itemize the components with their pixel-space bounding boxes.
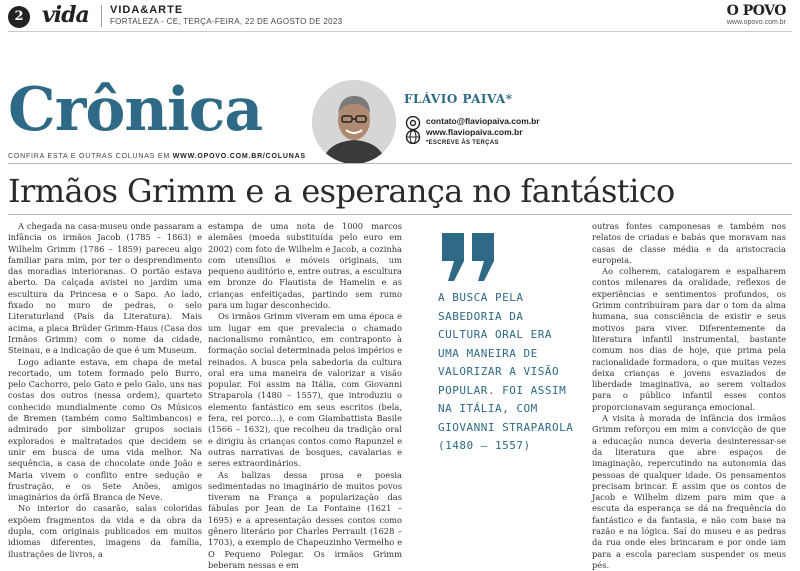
paragraph: No interior do casarão, salas coloridas expõem fragmentos da vida e da obra da dupla, com originais publicados em muitos idiomas diferentes, imagens da família, ilustrações de livros, a	[8, 503, 202, 559]
paragraph: A chegada na casa-museu onde passaram a infância os irmãos Jacob (1785 – 1863) e Wilhelm Grimm (1786 – 1859) pareceu algo familiar para mim, por ter o desprendimento das moradias interioranas. O portão estava aberto. Da calçada avistei no jardim uma escultura da Princesa e o Sapo. Ao lado, fixado no muro de pedras, o selo Literaturland (País da Literatura). Mais acima, a placa Brüder Grimm-Haus (Casa dos Irmãos Grimm) com o nome da cidade, Steinau, e a indicação de que é um Museum.	[8, 221, 202, 356]
columns-promo-link[interactable]: WWW.OPOVO.COM.BR/COLUNAS	[172, 153, 306, 160]
author-contact	[426, 116, 540, 149]
header-rule	[8, 31, 792, 32]
column-schedule-note: *ESCREVE ÀS TERÇAS	[426, 140, 499, 146]
paragraph: Logo adiante estava, em chapa de metal recortado, um totem formado pelo Burro, pelo Cachorro, pelo Gato e pelo Galo, uns nas costas dos outros (nessa ordem), quarteto conhecido mundialmente como Os Músicos de Bremen (também como Saltimbancos) e admirado por simbolizar grupos sociais explorados e maltratados que decidem se unir em busca de uma vida melhor. Na sequência, a casa de chocolate onde João e Maria vivem o conflito entre sedução e frustração, e os Sete Anões, amigos imaginários da órfã Branca de Neve.	[8, 356, 202, 503]
newspaper-logo: O POVO	[726, 3, 786, 19]
pull-quote: A BUSCA PELA SABEDORIA DA CULTURA ORAL ERA UMA MANEIRA DE VALORIZAR A VISÃO POPULAR. FOI ASSIM NA ITÁLIA, COM GIOVANNI STRAPAROLA (1480 – 1557)	[438, 291, 574, 452]
article-headline: Irmãos Grimm e a esperança no fantástico	[8, 172, 675, 210]
headline-rule	[8, 214, 792, 215]
quote-marks-icon	[440, 231, 500, 283]
paragraph: Ao colherem, catalogarem e espalharem contos milenares da oralidade, reflexos de experiências e sentimentos profundos, os Grimm contribuíram para dar o tom da alma humana, sua consciência de existir e seus motivos para viver. Diferentemente da literatura infantil instrumental, bastante comum nos dias de hoje, que prima pela racionalidade formadora, o que muitas vezes deixa crianças e jovens esvaziados de liberdade imaginativa, ao serem voltados para o público infantil esses contos proporcionavam segurança emocional.	[592, 266, 786, 412]
newspaper-site: www.opovo.com.br	[726, 19, 786, 26]
section-name: VIDA&ARTE	[110, 4, 184, 16]
paragraph: As balizas dessa prosa e poesia sedimentadas no imaginário de muitos povos tiveram na França a popularização das fábulas por Jean de La Fontaine (1621 – 1695) e a apresentação desses contos como gênero literário por Charles Perrault (1628 – 1703), a exemplo de Chapeuzinho Vermelho e O Pequeno Polegar. Os irmãos Grimm beberam nessas e em	[208, 469, 402, 570]
column-title: Crônica	[8, 75, 263, 145]
author-name: FLÁVIO PAIVA*	[404, 92, 513, 106]
paragraph: estampa de uma nota de 1000 marcos alemães (moeda substituída pelo euro em 2002) com foto de Wilhelm e Jacob, a cozinha com utensílios e móveis originais, um pequeno auditório e, entre outras, a escultura em bronze do Flautista de Hamelin e as crianças enfeitiçadas, partindo sem rumo para um lugar desconhecido.	[208, 221, 402, 311]
author-email[interactable]: contato@flaviopaiva.com.br	[426, 116, 540, 126]
contact-icons	[404, 116, 422, 144]
author-portrait-icon	[312, 80, 396, 164]
article-column-1	[8, 221, 202, 560]
banner-rule	[8, 163, 792, 164]
paragraph: A visita à morada de infância dos irmãos Grimm reforçou em mim a convicção de que a educação nunca deveria desinteressar-se da literatura que abre espaços de imaginação, repercutindo na autonomia das pessoas de qualquer idade. Os pensamentos precisam brincar. É assim que os contos de Jacob e Wilhelm dizem para mim que a escuta da esperança se dá na frequência do fantástico e da fantasia, e não com base na razão e na lógica. Saí do museu e as pedras da rua onde eles brincaram e por onde iam para a escola pareciam suspender os meus pés.	[592, 413, 786, 570]
columns-promo	[8, 153, 306, 160]
globe-icon	[407, 131, 420, 144]
dateline: FORTALEZA - CE, TERÇA-FEIRA, 22 DE AGOSTO DE 2023	[110, 17, 343, 26]
at-sign-icon	[407, 117, 420, 130]
author-website[interactable]: www.flaviopaiva.com.br	[426, 127, 523, 137]
author-photo	[312, 80, 396, 164]
article-column-2	[208, 221, 402, 571]
columns-promo-text: CONFIRA ESTA E OUTRAS COLUNAS EM	[8, 153, 170, 160]
article-column-4	[592, 221, 786, 571]
supplement-logo: vida	[42, 2, 89, 28]
paragraph: outras fontes camponesas e também nos relatos de criadas e babás que moravam nas casas de classe média e da aristocracia europeia.	[592, 221, 786, 265]
paragraph: Os irmãos Grimm viveram em uma época e um lugar em que prevalecia o chamado nacionalismo romântico, em contraponto à formação social determinada pelos impérios e reinados. A busca pela sabedoria da cultura oral era uma maneira de valorizar a visão popular. Foi assim na Itália, com Giovanni Straparola (1480 – 1557), que introduziu o elemento fantástico em seus escritos (bela, fera, rei porco…), e com Giambattista Basile (1566 – 1632), que recolheu da tradição oral e dirigiu às crianças contos como Rapunzel e outras narrativas de bosques, cavalarias e seres extraordinários.	[208, 311, 402, 469]
page-number: 2	[8, 6, 30, 28]
header-divider	[101, 5, 102, 27]
